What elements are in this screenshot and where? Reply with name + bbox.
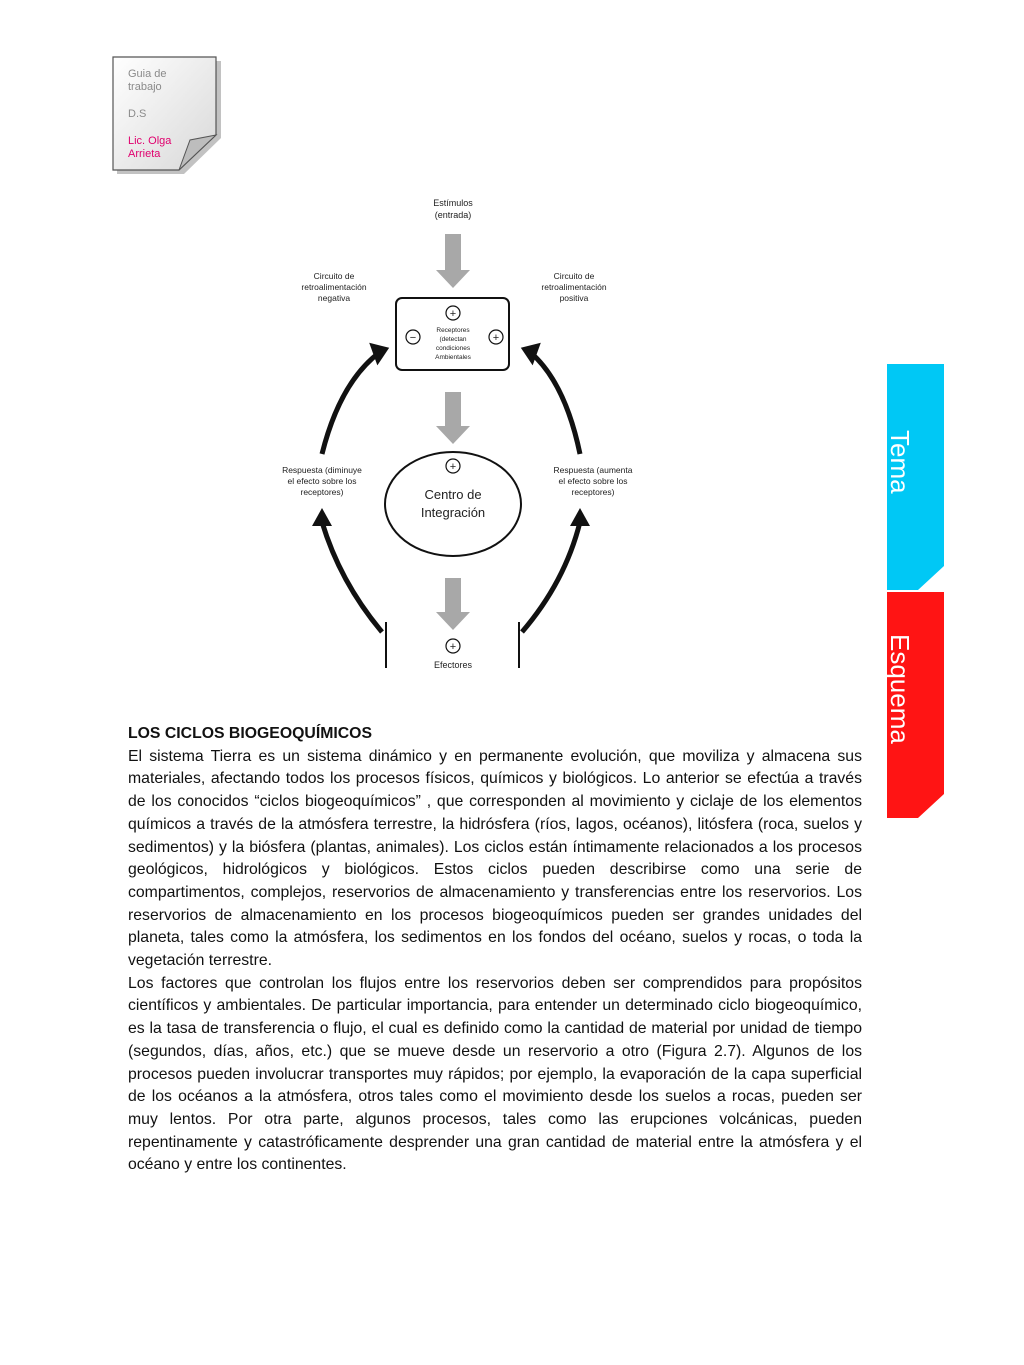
right-lower-curve bbox=[522, 522, 580, 632]
tab-tema[interactable] bbox=[887, 364, 944, 590]
note-author: Lic. Olga Arrieta bbox=[128, 135, 172, 160]
center-plus-sign: + bbox=[449, 461, 457, 473]
receptor-text-4: Ambientales bbox=[435, 354, 471, 361]
receptor-text-2: (detectan bbox=[439, 336, 467, 343]
sticky-note bbox=[112, 56, 218, 172]
output-arrow bbox=[436, 578, 470, 630]
positive-loop-label-2: retroalimentación bbox=[541, 282, 607, 292]
center-label-1: Centro de bbox=[424, 487, 482, 502]
negative-loop-label-3: negativa bbox=[317, 293, 351, 303]
right-lower-arrowhead bbox=[570, 508, 590, 526]
article bbox=[128, 723, 862, 1177]
input-arrow bbox=[436, 234, 470, 288]
middle-arrow bbox=[436, 392, 470, 444]
left-lower-arrowhead bbox=[312, 508, 332, 526]
positive-loop-label-3: positiva bbox=[559, 293, 589, 303]
negative-loop-label-1: Circuito de bbox=[313, 271, 355, 281]
tab-esquema-label: Esquema bbox=[885, 634, 915, 744]
response-right-1: Respuesta (aumenta bbox=[553, 465, 633, 475]
effector-plus-sign: + bbox=[449, 641, 457, 653]
article-heading: LOS CICLOS BIOGEOQUÍMICOS bbox=[128, 725, 372, 742]
tab-esquema[interactable] bbox=[887, 592, 944, 818]
receptor-plus-right-sign: + bbox=[492, 332, 500, 344]
receptor-minus-sign: − bbox=[409, 332, 417, 344]
response-left-3: receptores) bbox=[300, 487, 344, 497]
left-lower-curve bbox=[322, 522, 382, 632]
response-left-2: el efecto sobre los bbox=[287, 476, 357, 486]
note-subtitle: D.S bbox=[128, 108, 147, 120]
effectors-label: Efectores bbox=[433, 660, 473, 670]
diagram-canvas bbox=[260, 192, 660, 676]
response-right-3: receptores) bbox=[571, 487, 615, 497]
note-title: Guia de trabajo bbox=[128, 68, 167, 93]
article-paragraph-1: El sistema Tierra es un sistema dinámico y en permanente evolución, que moviliza y almacena sus materiales, afectando todos los procesos físicos, químicos y biológicos. Lo anterior se efectúa a través de los conocidos “ciclos biogeoquímicos” , que corresponden al movimiento y ciclaje de los elementos químicos a través de la atmósfera terrestre, la hidrósfera (ríos, lagos, océanos), litósfera (roca, suelos y sedimentos) y la biósfera (plantas, animales). Los ciclos están íntimamente relacionados a los procesos geológicos, hidrológicos y biológicos. Estos ciclos pueden describirse como una serie de compartimentos, complejos, reservorios de almacenamiento y transferencias entre los reservorios. Los reservorios de almacenamiento en los procesos biogeoquímicos pueden ser grandes unidades del planeta, tales como la atmósfera, los sedimentos en los fondos del océano, suelos y rocas, o toda la vegetación terrestre. bbox=[128, 747, 862, 970]
left-upper-arrowhead bbox=[369, 338, 393, 366]
left-upper-curve bbox=[322, 352, 380, 454]
receptor-text-1: Receptores bbox=[436, 327, 470, 334]
response-right-2: el efecto sobre los bbox=[558, 476, 628, 486]
stimulus-label-2: (entrada) bbox=[434, 210, 472, 220]
response-left-1: Respuesta (diminuye bbox=[282, 465, 362, 475]
tab-tema-label: Tema bbox=[885, 430, 915, 494]
feedback-diagram bbox=[260, 192, 660, 676]
article-paragraph-2: Los factores que controlan los flujos entre los reservorios deben ser comprendidos para propósitos científicos y ambientales. De particular importancia, para entender un determinado ciclo biogeoquímico, es la tasa de transferencia o flujo, el cual es definido como la cantidad de material por unidad de tiempo (segundos, días, años, etc.) que se mueve desde un reservorio a otro (Figura 2.7). Algunos de los procesos pueden involucrar transportes muy rápidos; por ejemplo, la evaporación de la capa superficial de los océanos a la atmósfera, otros tales como el movimiento desde los suelos a rocas, pueden ser muy lentos. Por otra parte, algunos procesos, tales como las erupciones volcánicas, pueden repentinamente y catastróficamente desprender una gran cantidad de material entre la atmósfera y el océano y entre los continentes. bbox=[128, 974, 862, 1174]
stimulus-label-1: Estímulos bbox=[433, 198, 473, 208]
receptor-text-3: condiciones bbox=[435, 345, 471, 352]
positive-loop-label-1: Circuito de bbox=[553, 271, 595, 281]
right-upper-curve bbox=[530, 352, 580, 454]
negative-loop-label-2: retroalimentación bbox=[301, 282, 367, 292]
center-label-2: Integración bbox=[420, 505, 486, 520]
receptor-plus-sign: + bbox=[449, 308, 457, 320]
